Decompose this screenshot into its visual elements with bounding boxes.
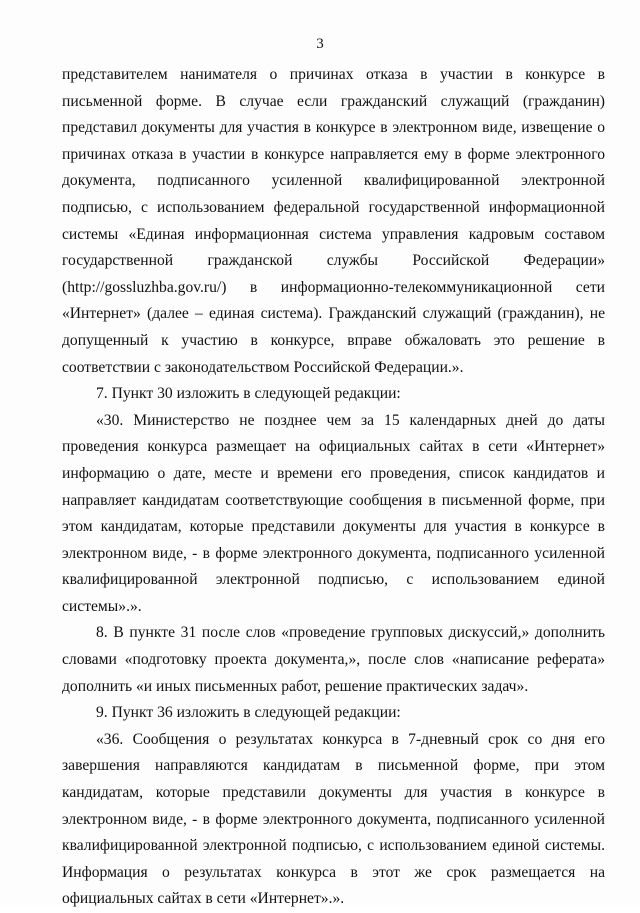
paragraph-item-7: 7. Пункт 30 изложить в следующей редакции: [96, 385, 401, 403]
paragraph-item-36-text: «36. Сообщения о результатах конкурса в 7-дневный срок со дня его завершения направляются кандидатам в письменной форме, при этом кандидатам, которые представили документы для участия в конкурсе в электронном виде, - в форме электронного документа, подписанного усиленной квалифицированной электронной подписью, с использованием единой системы. Информация о результатах конкурса в этот же срок размещается на официальных сайтах в сети «Интернет».». [62, 730, 605, 908]
paragraph-continuation: представителем нанимателя о причинах отказа в участии в конкурсе в письменной форме. В случае если гражданский служащий (гражданин) представил документы для участия в конкурсе в электронном виде, извещение о причинах отказа в участии в конкурсе направляется ему в форме электронного документа, подписанного усиленной квалифицированной электронной подписью, с использованием федеральной государственной информационной системы «Единая информационная система управления кадровым составом государственной гражданской службы Российской Федерации» (http://gossluzhba.gov.ru/) в информационно-телекоммуникационной сети «Интернет» (далее – единая система). Гражданский служащий (гражданин), не допущенный к участию в конкурсе, вправе обжаловать это решение в соответствии с законодательством Российской Федерации.». [62, 66, 605, 376]
paragraph-item-30-text: «30. Министерство не позднее чем за 15 календарных дней до даты проведения конкурса размещает на официальных сайтах в сети «Интернет» информацию о дате, месте и времени его проведения, список кандидатов и направляет кандидатам соответствующие сообщения в письменной форме, при этом кандидатам, которые представили документы для участия в конкурсе в электронном виде, - в форме электронного документа, подписанного усиленной квалифицированной электронной подписью, с использованием единой системы».». [62, 411, 605, 615]
paragraph-item-9: 9. Пункт 36 изложить в следующей редакции: [96, 704, 401, 722]
page-number: 3 [316, 36, 324, 52]
paragraph-item-8: 8. В пункте 31 после слов «проведение групповых дискуссий,» дополнить словами «подготовку проекта документа,», после слов «написание реферата» дополнить «и иных письменных работ, решение практических задач». [62, 624, 605, 695]
document-body [62, 62, 605, 913]
